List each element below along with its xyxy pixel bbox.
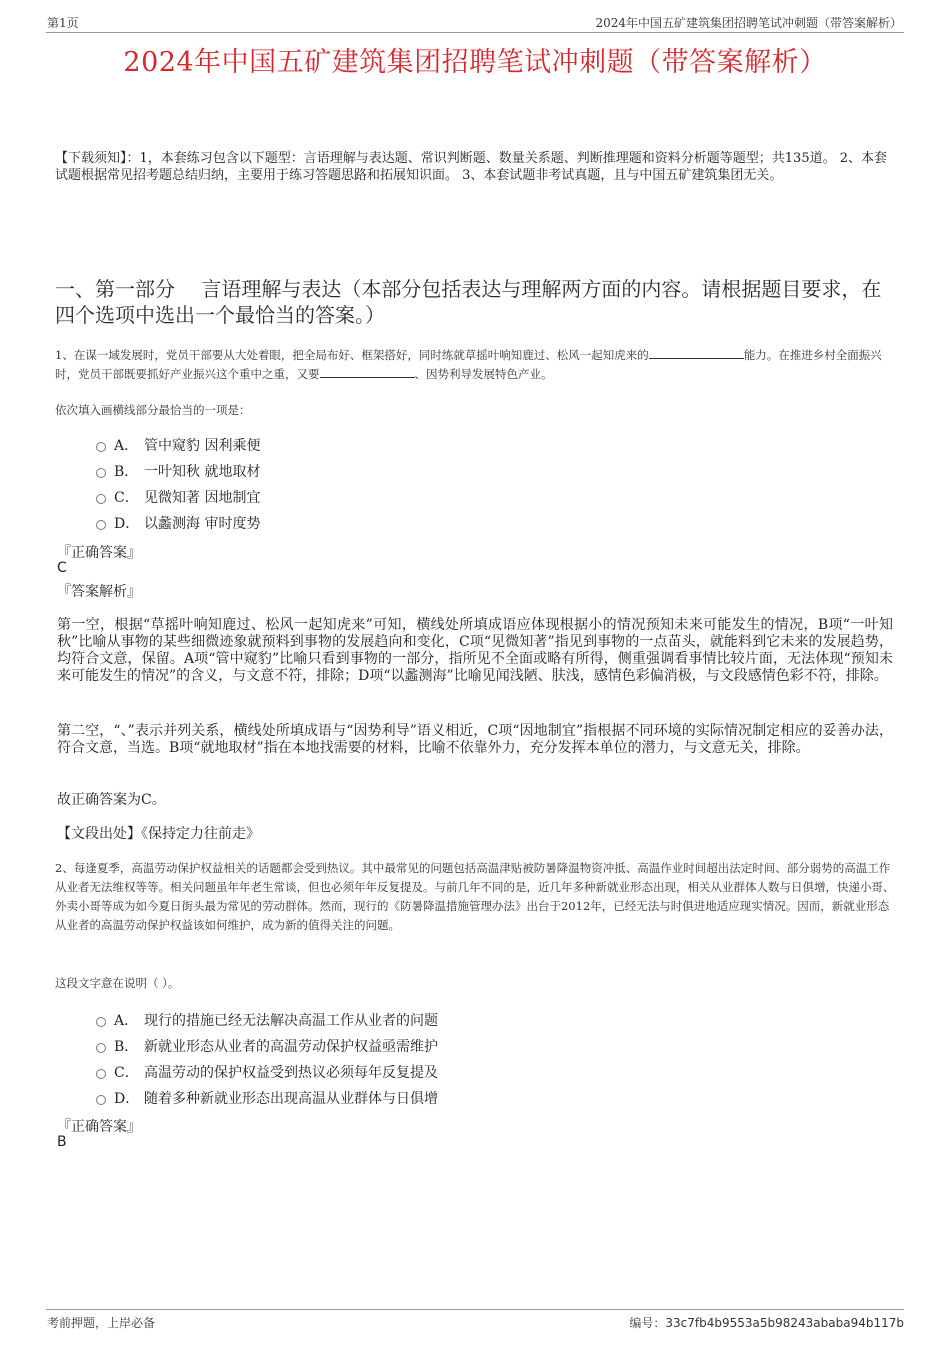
option-letter: A． [114,1013,139,1029]
question-1-stem [55,346,897,384]
option-text: 见微知著 因地制宜 [144,490,261,506]
question-2-prompt: 这段文字意在说明（ ）。 [55,976,180,990]
correct-answer-label: 『正确答案』 [57,1119,141,1135]
question-1-prompt: 依次填入画横线部分最恰当的一项是： [55,403,251,417]
radio-icon[interactable] [96,1095,106,1105]
section-heading: 一、第一部分 言语理解与表达（本部分包括表达与理解两方面的内容。请根据题目要求，在四个选项中选出一个最恰当的答案。） [55,277,882,327]
question-1-stem-part3: 、因势利导发展特色产业。 [414,367,553,381]
header-doc-title: 2024年中国五矿建筑集团招聘笔试冲刺题（带答案解析） [595,16,902,30]
footer-document-id [629,1314,904,1331]
radio-icon[interactable] [96,1017,106,1027]
analysis-conclusion: 故正确答案为C。 [57,792,166,808]
question-1-stem-part1: 1、在谋一域发展时，党员干部要从大处着眼，把全局布好、框架搭好，同时练就草摇叶响知鹿过、松风一起知虎来的 [55,348,649,362]
radio-icon[interactable] [96,520,106,530]
download-notice: 【下载须知】：1，本套练习包含以下题型：言语理解与表达题、常识判断题、数量关系题、判断推理题和资料分析题等题型；共135道。 2、本套试题根据常见招考题总结归纳，主要用于练习答题思路和拓展知识面。 3、本套试题非考试真题，且与中国五矿建筑集团无关。 [55,151,887,183]
option-text: 以蠡测海 审时度势 [144,516,261,532]
footer-code-label: 编号： [629,1316,666,1330]
analysis-paragraph: 第二空，“、”表示并列关系，横线处所填成语与“因势利导”语义相近，C项“因地制宜”指根据不同环境的实际情况制定相应的妥善办法，符合文意，当选。B项“就地取材”指在本地找需要的材料，比喻不依靠外力，充分发挥本单位的潜力，与文意无关，排除。 [57,723,893,756]
radio-icon[interactable] [96,494,106,504]
footer-code: 33c7fb4b9553a5b98243ababa94b117b [665,1316,904,1330]
option-letter: B． [114,1039,139,1055]
fill-blank-1 [649,347,744,359]
option-letter: C． [114,1065,139,1081]
question-2-stem: 2、每逢夏季，高温劳动保护权益相关的话题都会受到热议。其中最常见的问题包括高温津贴被防暑降温物资冲抵、高温作业时间超出法定时间、部分弱势的高温工作从业者无法维权等等。相关问题虽年年老生常谈，但也必须年年反复提及。与前几年不同的是，近几年多种新就业形态出现，相关从业群体人数与日俱增，快递小哥、外卖小哥等成为如今夏日街头最为常见的劳动群体。然而，现行的《防暑降温措施管理办法》出台于2012年，已经无法与时俱进地适应现实情况。因而，新就业形态从业者的高温劳动保护权益该如何维护，成为新的值得关注的问题。 [55,861,895,932]
analysis-paragraph: 第一空，根据“草摇叶响知鹿过、松风一起知虎来”可知，横线处所填成语应体现根据小的情况预知未来可能发生的情况，B项“一叶知秋”比喻从事物的某些细微迹象就预料到事物的发展趋向和变化，C项“见微知著”指见到事物的一点苗头，就能料到它未来的发展趋势，均符合文意，保留。A项“管中窥豹”比喻只看到事物的一部分，指所见不全面或略有所得，侧重强调看事情比较片面，无法体现“预知未来可能发生的情况”的含义，与文意不符，排除；D项“以蠡测海”比喻见闻浅陋、肤浅，感情色彩偏消极，与文段感情色彩不符，排除。 [57,617,893,684]
radio-icon[interactable] [96,1043,106,1053]
correct-answer: B [57,1134,67,1150]
header-divider [46,32,904,33]
footer-divider [46,1309,904,1310]
document-title: 2024年中国五矿建筑集团招聘笔试冲刺题（带答案解析） [123,47,827,78]
option-letter: D． [114,516,140,532]
radio-icon[interactable] [96,1069,106,1079]
correct-answer: C [57,560,67,576]
option-text: 现行的措施已经无法解决高温工作从业者的问题 [144,1013,438,1029]
option-text: 高温劳动的保护权益受到热议必须每年反复提及 [144,1065,438,1081]
option-letter: A． [114,438,139,454]
fill-blank-2 [320,366,415,378]
analysis-label: 『答案解析』 [57,584,141,600]
option-text: 新就业形态从业者的高温劳动保护权益亟需维护 [144,1039,438,1055]
option-text: 一叶知秋 就地取材 [144,464,261,480]
page-number: 第1页 [47,16,79,30]
question-1-stem-part2: 能力。在推进乡村全面振兴时，党员干部既要抓好产业振兴这个重中之重，又要 [55,348,882,381]
option-letter: C． [114,490,139,506]
option-letter: B． [114,464,139,480]
option-text: 随着多种新就业形态出现高温从业群体与日俱增 [144,1091,438,1107]
radio-icon[interactable] [96,468,106,478]
correct-answer-label: 『正确答案』 [57,545,141,561]
option-letter: D． [114,1091,140,1107]
text-source: 【文段出处】《保持定力往前走》 [57,826,260,842]
radio-icon[interactable] [96,442,106,452]
footer-slogan: 考前押题，上岸必备 [47,1316,156,1330]
option-text: 管中窥豹 因利乘便 [144,438,261,454]
